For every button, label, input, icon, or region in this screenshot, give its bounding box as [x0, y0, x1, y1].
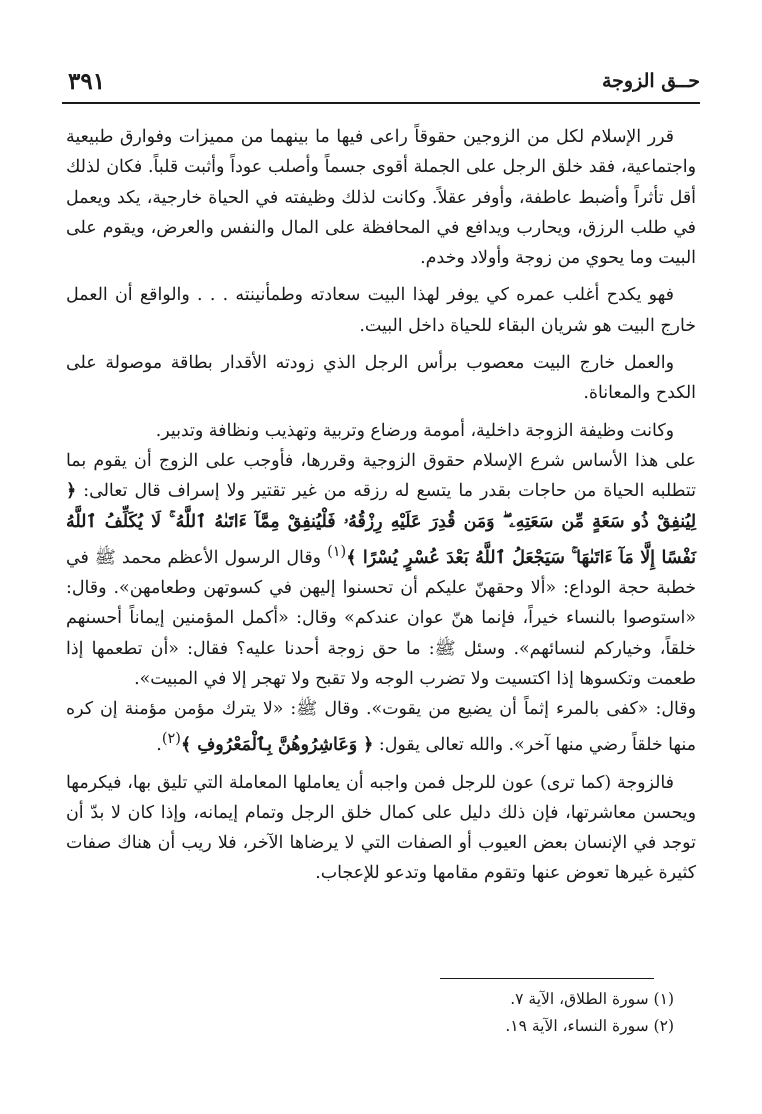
running-title: حــق الزوجة [602, 70, 700, 92]
footnotes [505, 986, 674, 1040]
page-number: ٣٩١ [68, 68, 106, 95]
paragraph-6 [66, 694, 696, 760]
quran-verse-talaq: ﴿ لِيُنفِقْ ذُو سَعَةٍ مِّن سَعَتِهِۦ ۖ وَمَن قُدِرَ عَلَيْهِ رِزْقُهُۥ فَلْيُنفِقْ مِمَّآ ءَاتَىٰهُ ٱللَّهُ ۚ لَا يُكَلِّفُ ٱللَّهُ نَفْسًا إِلَّا مَآ ءَاتَىٰهَا ۚ سَيَجْعَلُ ٱللَّهُ بَعْدَ عُسْرٍ يُسْرًا ﴾ [66, 481, 696, 568]
footnote-ref-1: (١) [327, 543, 347, 560]
header-rule [62, 102, 700, 104]
paragraph-7: فالزوجة (كما ترى) عون للرجل فمن واجبه أن يعاملها المعاملة التي تليق بها، فيكرمها ويحسن معاشرتها، فإن ذلك دليل على كمال خلق الرجل وتمام إيمانه، وإذا كان لا بدّ أن توجد في الإنسان بعض العيوب أو الصفات التي لا يرضاها الآخر، فلا ريب أن هناك صفات كثيرة غيرها تعوض عنها وتقوم مقامها وتدعو للإعجاب. [66, 772, 696, 884]
paragraph-5-intro: على هذا الأساس شرع الإسلام حقوق الزوجية وقررها، فأوجب على الزوج أن يقوم بما تتطلبه الحياة من حاجات بقدر ما يتسع له رزقه من غير تقتير ولا إسراف قال تعالى: [66, 450, 697, 502]
footnote-2: (٢) سورة النساء، الآية ١٩. [505, 1017, 674, 1035]
paragraph-5-hadith: وقال الرسول الأعظم محمد ﷺ في خطبة حجة الوداع: «ألا وحقهنّ عليكم أن تحسنوا إليهن في كسوتهن وطعامهن». وقال: «استوصوا بالنساء خيراً، فإنما هنّ عوان عندكم» وقال: «أكمل المؤمنين إيماناً أحسنهم خلقاً، وخياركم لنسائهم». وسئل ﷺ: ما حق زوجة أحدنا عليه؟ فقال: «أن تطعمها إذا طعمت وتكسوها إذا اكتسيت ولا تضرب الوجه ولا تقبح ولا تهجر إلا في المبيت». [66, 547, 696, 689]
footnote-1: (١) سورة الطلاق، الآية ٧. [510, 990, 674, 1008]
paragraph-3: والعمل خارج البيت معصوب برأس الرجل الذي زودته الأقدار بطاقة موصولة على الكدح والمعاناة. [66, 353, 696, 404]
paragraph-4: وكانت وظيفة الزوجة داخلية، أمومة ورضاع وتربية وتهذيب ونظافة وتدبير. [155, 420, 674, 441]
page-header [62, 62, 700, 102]
paragraph-6-end: . [156, 735, 162, 756]
quran-verse-nisa: ﴿ وَعَاشِرُوهُنَّ بِٱلْمَعْرُوفِ ﴾ [180, 735, 374, 756]
footnote-ref-2: (٢) [161, 731, 181, 748]
paragraph-1: قرر الإسلام لكل من الزوجين حقوقاً راعى فيها ما بينهما من مميزات وفوارق طبيعية واجتماعية، فقد خلق الرجل على الجملة أقوى جسماً وأصلب عوداً وأثبت قلباً. فكان لذلك أقل تأثراً وأضبط عاطفة، وأوفر عقلاً. وكانت لذلك وظيفته في الحياة خارجية، يكد ويعمل في طلب الرزق، ويحارب ويدافع في المحافظة على المال والنفس والعرض، ويقوم على البيت وما يحوي من زوجة وأولاد وخدم. [66, 127, 696, 269]
paragraph-6-text: وقال: «كفى بالمرء إثماً أن يضيع من يقوت». وقال ﷺ: «لا يترك مؤمن مؤمنة إن كره منها خلقاً رضي منها آخر». والله تعالى يقول: [66, 699, 696, 756]
footnote-rule [440, 978, 654, 979]
paragraph-5 [66, 446, 696, 694]
paragraph-2: فهو يكدح أغلب عمره كي يوفر لهذا البيت سعادته وطمأنينته . . . والواقع أن العمل خارج البيت هو شريان البقاء للحياة داخل البيت. [66, 285, 696, 336]
body-text [66, 122, 696, 896]
